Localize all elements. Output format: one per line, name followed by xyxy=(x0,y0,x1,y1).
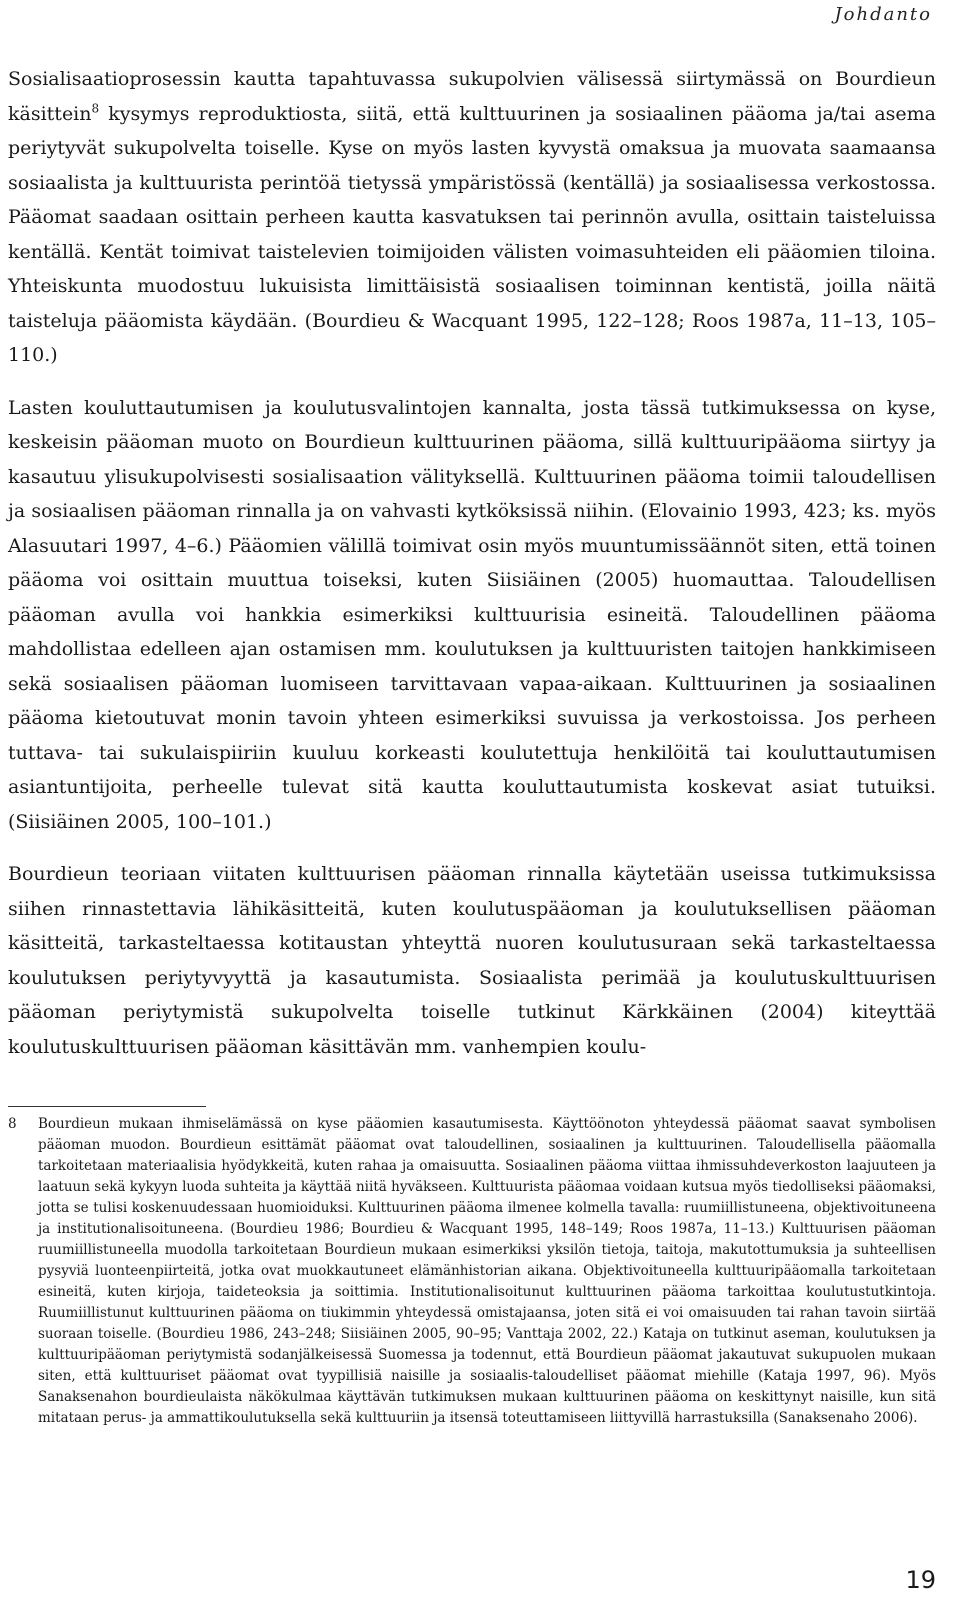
footnote-reference[interactable]: 8 xyxy=(91,101,100,116)
footnote-text: Bourdieun mukaan ihmiselämässä on kyse pääomien kasautumisesta. Käyttöönoton yhteydessä pääomat saavat symbolisen pääoman muodon. Bourdieun esittämät pääomat ovat taloudellinen, sosiaalinen ja kulttuurinen. Taloudellisella pääomalla tarkoitetaan materiaalisia hyödykkeitä, kuten rahaa ja omaisuutta. Sosiaalinen pääoma viittaa ihmissuhdeverkoston laajuuteen ja laatuun sekä kykyyn luoda suhteita ja käyttää niitä hyväkseen. Kulttuurista pääomaa voidaan kutsua myös tiedolliseksi pääomaksi, jotta se tulisi koskenuudessaan huomioiduksi. Kulttuurinen pääoma ilmenee kolmella tavalla: ruumiillistuneena, objektivoituneena ja institutionalisoituneena. (Bourdieu 1986; Bourdieu & Wacquant 1995, 148–149; Roos 1987a, 11–13.) Kulttuurisen pääoman ruumiillistuneella muodolla tarkoitetaan Bourdieun mukaan esimerkiksi yksilön tietoja, taitoja, makutottumuksia ja suhteellisen pysyviä luonteenpiirteitä, jotka ovat muokkautuneet elämänhistorian aikana. Objektivoituneella kulttuuripääomalla tarkoitetaan esineitä, kuten kirjoja, taideteoksia ja soittimia. Institutionalisoitunut kulttuurinen pääoma tarkoittaa koulutustutkintoja. Ruumiillistunut kulttuurinen pääoma on tiukimmin yhteydessä omistajaansa, joten sitä ei voi omaisuuden tai rahan tavoin siirtää suoraan toiselle. (Bourdieu 1986, 243–248; Siisiäinen 2005, 90–95; Vanttaja 2002, 22.) Kataja on tutkinut aseman, koulutuksen ja kulttuuripääoman periytymistä sodanjälkeisessä Suomessa ja todennut, että Bourdieun pääomat jakautuvat sukupuolen mukaan siten, että kulttuuriset pääomat ovat tyypillisiä naisille ja sosiaalis-taloudelliset pääomat miehille (Kataja 1997, 96). Myös Sanaksenahon bourdieulaista näkökulmaa käyttävän tutkimuksen mukaan kulttuurinen pääoma on keskittynyt naisille, kun sitä mitataan perus- ja ammattikoulutuksella sekä kulttuuriin ja itsensä toteuttamiseen liittyvillä harrastuksilla (Sanaksenaho 2006). xyxy=(38,1116,936,1426)
paragraph-1-part2: kysymys reproduktiosta, siitä, että kulttuurinen ja sosiaalinen pääoma ja/tai asema periytyvät sukupolvelta toiselle. Kyse on myös lasten kyvystä omaksua ja muovata saamaansa sosiaalista ja kulttuurista perintöä tietyssä ympäristössä (kentällä) ja sosiaalisessa verkostossa. Pääomat saadaan osittain perheen kautta kasvatuksen tai perinnön avulla, osittain taisteluissa kentällä. Kentät toimivat taistelevien toimijoiden välisten voimasuhteiden eli pääomien tiloina. Yhteiskunta muodostuu lukuisista limittäisistä sosiaalisen toiminnan kentistä, joilla näitä taisteluja pääomista käydään. (Bourdieu & Wacquant 1995, 122–128; Roos 1987a, 11–13, 105–110.) xyxy=(8,102,936,366)
paragraph-2: Lasten kouluttautumisen ja koulutusvalintojen kannalta, josta tässä tutkimuksessa on kyse, keskeisin pääoman muoto on Bourdieun kulttuurinen pääoma, sillä kulttuuripääoma siirtyy ja kasautuu ylisukupolvisesti sosialisaation välityksellä. Kulttuurinen pääoma toimii taloudellisen ja sosiaalisen pääoman rinnalla ja on vahvasti kytköksissä niihin. (Elovainio 1993, 423; ks. myös Alasuutari 1997, 4–6.) Pääomien välillä toimivat osin myös muuntumissäännöt siten, että toinen pääoma voi osittain muuttua toiseksi, kuten Siisiäinen (2005) huomauttaa. Taloudellisen pääoman avulla voi hankkia esimerkiksi kulttuurisia esineitä. Taloudellinen pääoma mahdollistaa edelleen ajan ostamisen mm. koulutuksen ja kulttuuristen taitojen hankkimiseen sekä sosiaalisen pääoman luomiseen tarvittavaan vapaa-aikaan. Kulttuurinen ja sosiaalinen pääoma kietoutuvat monin tavoin yhteen esimerkiksi suvuissa ja verkostoissa. Jos perheen tuttava- tai sukulaispiiriin kuuluu korkeasti koulutettuja henkilöitä tai kouluttautumisen asiantuntijoita, perheelle tulevat sitä kautta kouluttautumista koskevat asiat tutuiksi. (Siisiäinen 2005, 100–101.) xyxy=(8,396,936,833)
footnote-separator xyxy=(8,1106,206,1107)
paragraph-1-part1: Sosialisaatioprosessin kautta tapahtuvassa sukupolvien välisessä siirtymässä on Bourdieun käsittein xyxy=(8,68,936,125)
body-text xyxy=(8,62,936,1082)
footnote xyxy=(8,1114,936,1429)
paragraph-1 xyxy=(8,62,936,373)
footnote-number: 8 xyxy=(8,1116,17,1132)
paragraph-3: Bourdieun teoriaan viitaten kulttuurisen pääoman rinnalla käytetään useissa tutkimuksissa siihen rinnastettavia lähikäsitteitä, kuten koulutuspääoman ja koulutuksellisen pääoman käsitteitä, tarkasteltaessa kotitaustan yhteyttä nuoren koulutusuraan sekä tarkasteltaessa koulutuksen periytyvyyttä ja kasautumista. Sosiaalista perimää ja koulutuskulttuurisen pääoman periytymistä sukupolvelta toiselle tutkinut Kärkkäinen (2004) kiteyttää koulutuskulttuurisen pääoman käsittävän mm. vanhempien koulu- xyxy=(8,863,936,1058)
page-number: 19 xyxy=(905,1566,936,1594)
running-header: Johdanto xyxy=(834,4,932,25)
